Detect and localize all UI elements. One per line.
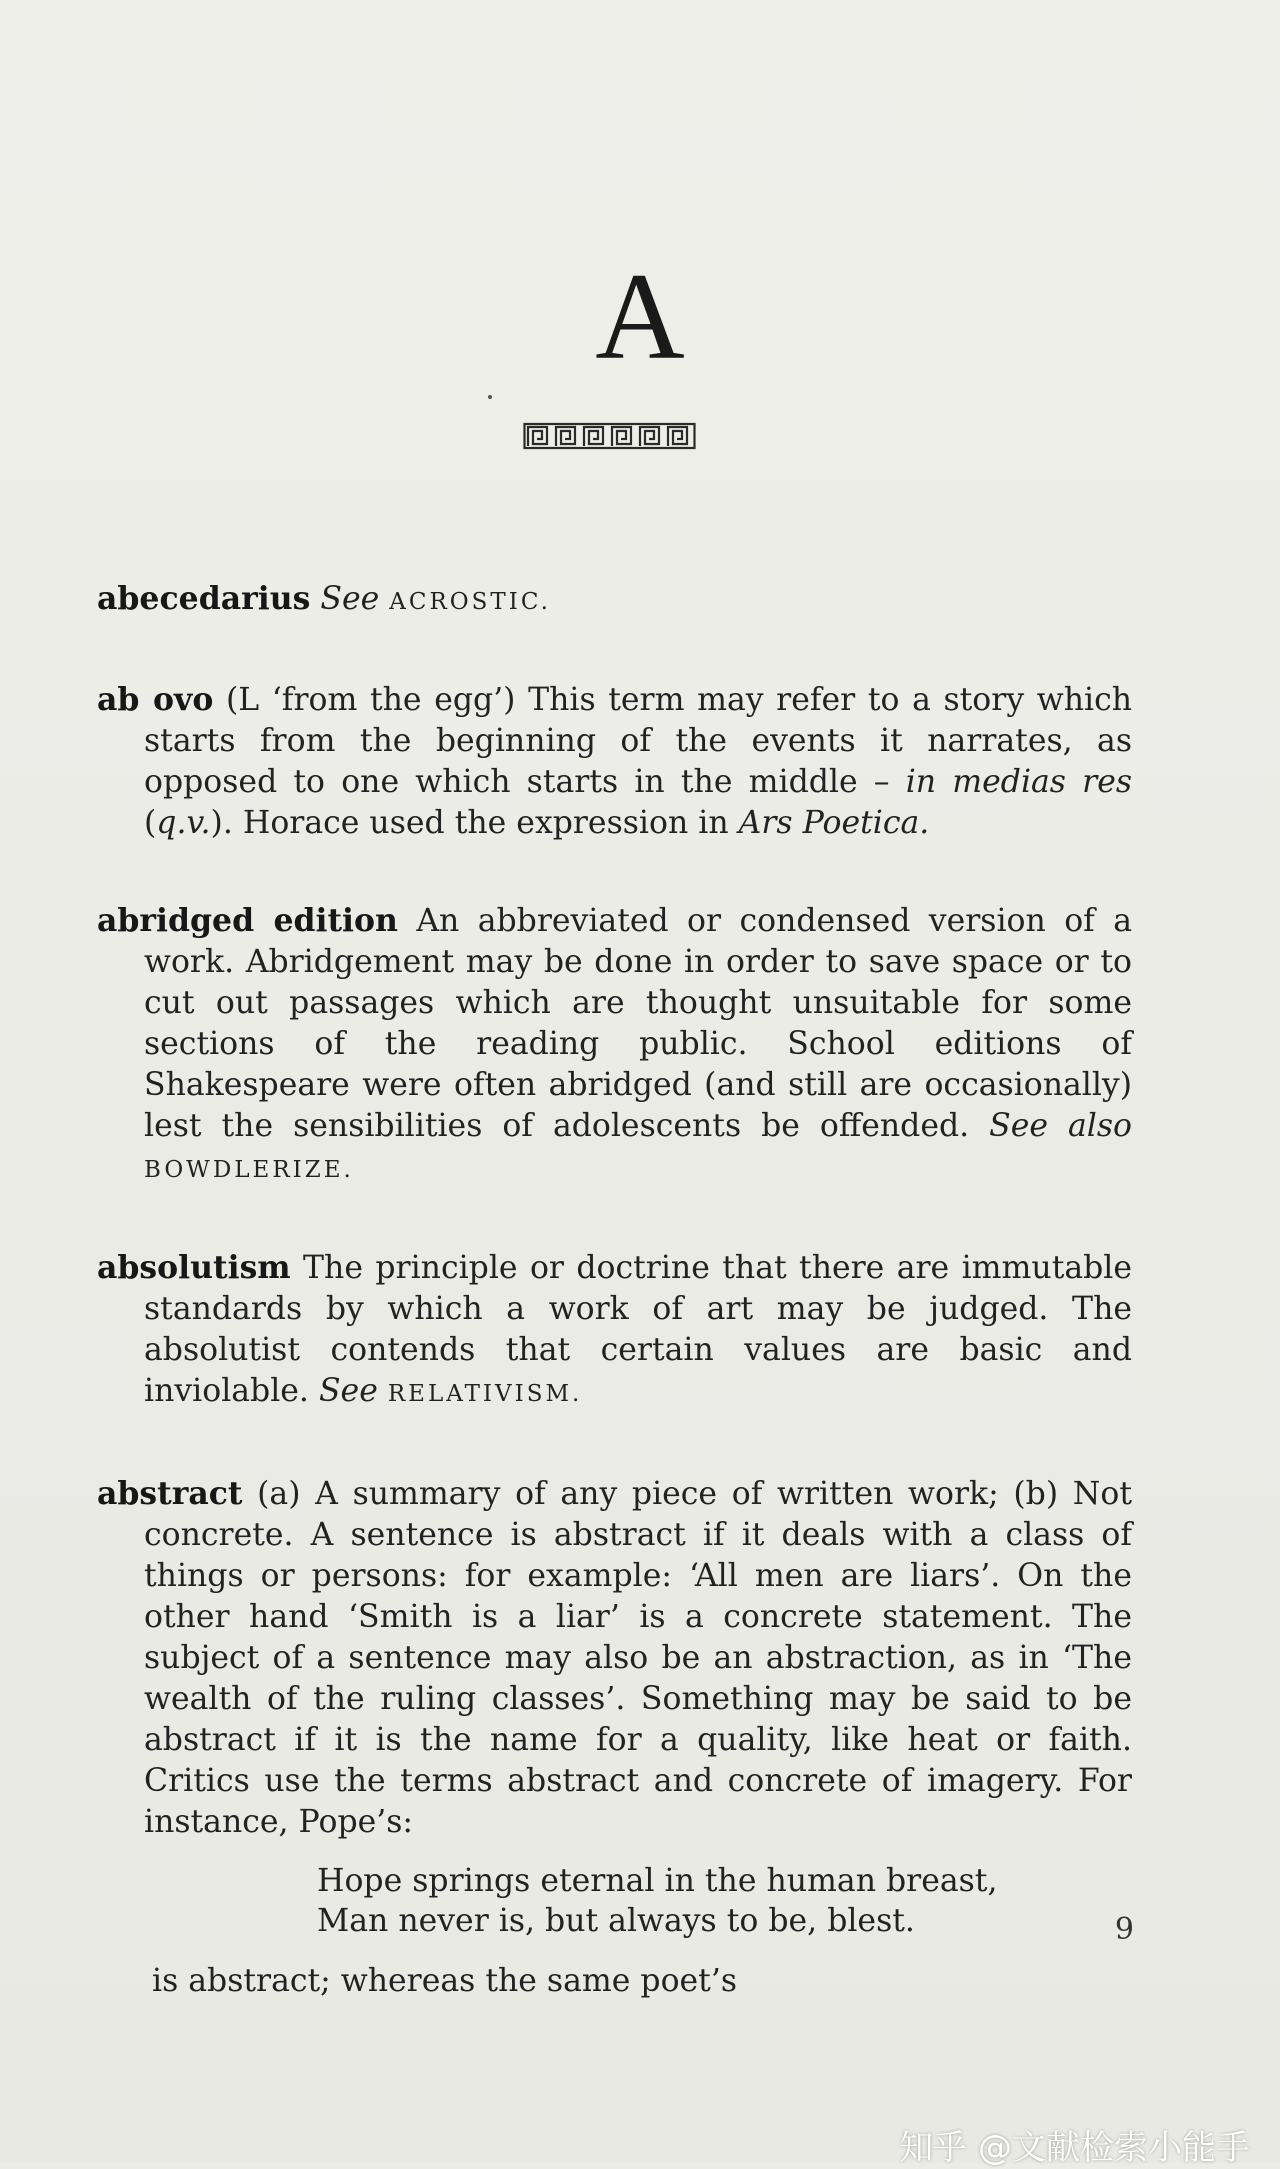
headword: abridged edition	[97, 902, 398, 939]
dictionary-entries	[97, 578, 1132, 2002]
italic-title: Ars Poetica.	[738, 805, 930, 841]
cross-reference: ACROSTIC.	[389, 589, 551, 615]
see-label: See	[318, 1373, 378, 1409]
cross-reference: RELATIVISM.	[387, 1381, 583, 1407]
entry-ab-ovo	[97, 679, 1132, 844]
entry-abstract	[97, 1473, 1132, 1843]
see-label: See also	[989, 1108, 1132, 1144]
entry-abecedarius	[97, 578, 1132, 623]
italic-term: in medias res	[905, 764, 1133, 800]
continuation-text: is abstract; whereas the same poet’s	[152, 1963, 738, 1999]
definition-text: The principle or doctrine that there are immutable standards by which a work of art may be judged. The absolutist contends that certain values are basic and inviolable.	[144, 1250, 1133, 1409]
headword: abstract	[97, 1475, 243, 1512]
verse-line: Hope springs eternal in the human breast,	[317, 1863, 998, 1899]
definition-text: (L ‘from the egg’) This term may refer to a story which starts from the beginning of the events it narrates, as opposed to one which starts in the middle –	[144, 682, 1132, 800]
greek-key-ornament-icon	[523, 421, 696, 451]
definition-text: An abbreviated or condensed version of a work. Abridgement may be done in order to save space or to cut out passages which are thought unsuitable for some sections of the reading public. School editions of Shakespeare were often abridged (and still are occasionally) lest the sensibilities of adolescents be offended.	[144, 903, 1132, 1144]
cross-reference: BOWDLERIZE.	[144, 1157, 354, 1183]
definition-text: (a) A summary of any piece of written work; (b) Not concrete. A sentence is abstract if it deals with a class of things or persons: for example: ‘All men are liars’. On the other hand ‘Smith is a liar’ is a concrete statement. The subject of a sentence may also be an abstraction, as in ‘The wealth of the ruling classes’. Something may be said to be abstract if it is the name for a quality, like heat or faith. Critics use the terms abstract and concrete of imagery. For instance, Pope’s:	[144, 1476, 1132, 1840]
verse-quotation	[97, 1861, 1132, 1941]
see-label: See	[320, 581, 380, 617]
headword: absolutism	[97, 1249, 291, 1286]
greek-key-ornament	[523, 421, 696, 451]
definition-text: (	[144, 805, 157, 841]
verse-line: Man never is, but always to be, blest.	[317, 1903, 915, 1939]
entry-absolutism	[97, 1247, 1132, 1415]
italic-abbreviation: q.v.	[156, 805, 211, 841]
headword: ab ovo	[97, 681, 214, 718]
watermark-text: 知乎 @文献检索小能手	[899, 2128, 1250, 2168]
section-letter-heading: A	[595, 248, 685, 385]
entry-abridged-edition	[97, 900, 1132, 1191]
definition-text: ). Horace used the expression in	[210, 805, 739, 841]
ink-speck	[488, 395, 492, 399]
headword: abecedarius	[97, 580, 311, 617]
page-number: 9	[1114, 1912, 1134, 1947]
